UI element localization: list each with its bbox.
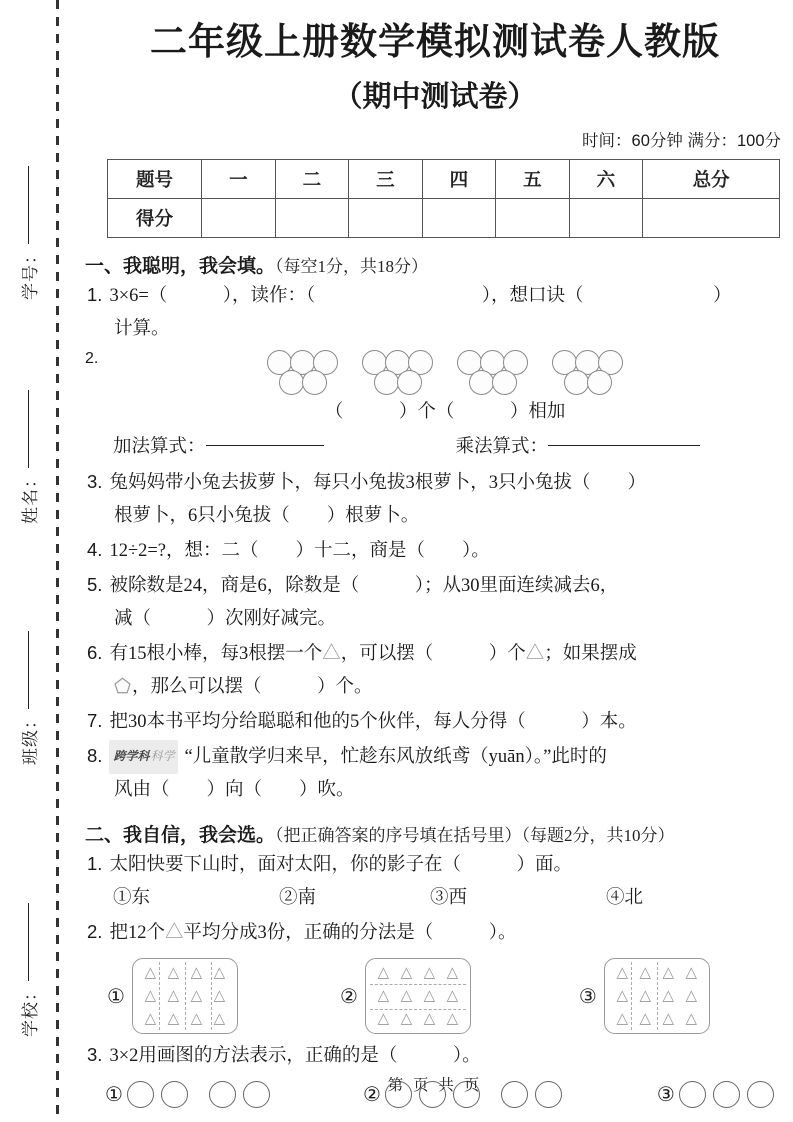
question-number: 3. [87, 1044, 103, 1066]
seal-dashed-line [56, 0, 59, 1122]
score-header-cell: 二 [275, 160, 349, 199]
s1-question-8 [87, 739, 785, 774]
triangle-icon: △ [685, 987, 698, 1004]
s1-question-6-line2 [87, 671, 785, 704]
triangle-icon: △ [423, 965, 436, 982]
addition-formula-blank [206, 431, 324, 446]
s1-question-7 [87, 704, 785, 739]
triangle-icon: △ [446, 987, 459, 1004]
question-number: 2. [85, 350, 99, 368]
question-text: 被除数是24，商是6，除数是（ ）；从30里面连续减去6， [109, 576, 619, 597]
triangle-icon: △ [190, 987, 203, 1004]
s1-question-6 [87, 636, 785, 671]
triangle-icon: △ [662, 965, 675, 982]
time-score-info: 时间：60分钟 满分：100分 [582, 132, 781, 151]
triangle-icon: △ [639, 965, 652, 982]
triangle-icon: △ [685, 1010, 698, 1027]
score-empty-cell [349, 199, 423, 238]
section1-heading [85, 251, 785, 278]
triangle-icon: △ [167, 987, 180, 1004]
multiplication-formula-blank [548, 431, 700, 446]
page-subtitle: （期中测试卷） [333, 81, 537, 114]
triangle-box-option-2 [365, 958, 471, 1034]
score-table-score-row [108, 199, 780, 238]
sidebar-field-student-number [15, 148, 41, 318]
score-empty-cell [202, 199, 276, 238]
multiplication-formula-label: 乘法算式： [455, 437, 549, 458]
circle-icon [397, 370, 422, 395]
triangle-icon: △ [685, 965, 698, 982]
score-empty-cell [422, 199, 496, 238]
score-table-header-row [108, 160, 780, 199]
question-text: 根萝卜，6只小兔拔（ ）根萝卜。 [114, 506, 420, 527]
option-label: ① [105, 1084, 123, 1107]
circle-icon [587, 370, 612, 395]
question-2-body [105, 350, 785, 427]
section2-heading [85, 820, 785, 847]
triangle-icon: △ [446, 1010, 459, 1027]
score-header-cell: 题号 [108, 160, 202, 199]
s1-question-5-line2 [87, 603, 785, 636]
triangle-icon: △ [423, 987, 436, 1004]
s2-question-3 [87, 1038, 785, 1073]
question-text: 减（ ）次刚好减完。 [114, 609, 337, 630]
page-title: 二年级上册数学模拟测试卷人教版 [150, 21, 720, 62]
name-label: 姓名： [20, 470, 40, 524]
s2-question-2-options [85, 958, 785, 1034]
s2-question-2 [87, 915, 785, 950]
circle-groups-caption: （ ）个（ ）相加 [324, 402, 566, 423]
triangle-icon: △ [400, 1010, 413, 1027]
dashed-divider [370, 984, 466, 985]
triangle-icon: △ [616, 1010, 629, 1027]
question-number: 2. [87, 921, 103, 943]
pentagon-icon [114, 677, 131, 694]
triangle-icon: △ [525, 644, 545, 665]
option-2-label: ② [339, 985, 358, 1008]
circle-icon [374, 370, 399, 395]
s2-question-1-options [85, 882, 785, 915]
question-number: 3. [87, 471, 103, 493]
triangle-icon: △ [167, 965, 180, 982]
question-number: 7. [87, 710, 103, 732]
question-text: 把30本书平均分给聪聪和他的5个伙伴，每人分得（ ）本。 [109, 712, 637, 733]
circle-icon [492, 370, 517, 395]
score-table [107, 159, 780, 238]
triangle-box-option-3 [604, 958, 710, 1034]
circle-group [363, 350, 432, 395]
question-text: 把12个 [109, 923, 165, 944]
school-label: 学校： [20, 983, 40, 1037]
badge-main-text: 跨学科 [113, 749, 150, 764]
section1-title: 一、我聪明，我会填。 [85, 256, 276, 278]
question-number: 5. [87, 574, 103, 596]
question-text: ，那么可以摆（ ）个。 [132, 677, 373, 698]
dashed-divider [631, 962, 632, 1030]
triangle-icon: △ [400, 987, 413, 1004]
question-text: 兔妈妈带小兔去拔萝卜，每只小兔拔3根萝卜，3只小兔拔（ ） [109, 473, 646, 494]
triangle-icon: △ [190, 1010, 203, 1027]
section1-note: （每空1分，共18分） [275, 257, 429, 277]
option-label: ② [362, 1084, 381, 1107]
score-header-cell: 六 [569, 160, 643, 199]
score-header-cell: 四 [422, 160, 496, 199]
circle-groups-figure [105, 350, 785, 395]
choice-option-north: ④北 [606, 888, 644, 909]
question-number: 8. [87, 745, 103, 767]
sidebar-field-class [15, 613, 41, 783]
s2-question-1 [87, 847, 785, 882]
section2-title: 二、我自信，我会选。 [85, 825, 276, 847]
student-number-blank [28, 166, 29, 244]
score-header-cell: 五 [496, 160, 570, 199]
dashed-divider [211, 962, 212, 1030]
circle-group [268, 350, 337, 395]
score-label-cell: 得分 [108, 199, 202, 238]
question-number: 4. [87, 539, 103, 561]
cross-discipline-badge [109, 740, 178, 774]
triangle-icon: △ [662, 987, 675, 1004]
score-header-cell: 三 [349, 160, 423, 199]
paper-main [85, 0, 785, 1108]
triangle-icon: △ [639, 987, 652, 1004]
question-number: 1. [87, 853, 103, 875]
score-header-cell: 总分 [643, 160, 780, 199]
triangle-icon: △ [662, 1010, 675, 1027]
dashed-divider [159, 962, 160, 1030]
circle-icon [279, 370, 304, 395]
score-empty-cell [643, 199, 780, 238]
option-3-label: ③ [578, 985, 597, 1008]
triangle-icon: △ [213, 965, 226, 982]
school-blank [28, 903, 29, 981]
question-text: 有15根小棒，每3根摆一个 [109, 644, 323, 665]
option-label: ③ [656, 1084, 675, 1107]
class-label: 班级： [20, 711, 40, 765]
circle-icon [564, 370, 589, 395]
s1-question-3-line2 [87, 500, 785, 533]
s1-question-4 [87, 533, 785, 568]
question-number: 1. [87, 284, 103, 306]
question-text: “儿童散学归来早，忙趁东风放纸鸢（yuān）。”此时的 [184, 747, 607, 768]
s1-question-5 [87, 568, 785, 603]
question-text: ，可以摆（ ）个 [340, 644, 526, 665]
question-text: 3×6=（ ），读作：（ ），想口诀（ ） [109, 286, 732, 307]
score-empty-cell [275, 199, 349, 238]
question-number: 6. [87, 642, 103, 664]
question-text: 平均分成3份，正确的分法是（ ）。 [183, 923, 517, 944]
score-empty-cell [569, 199, 643, 238]
triangle-box-option-1 [132, 958, 238, 1034]
triangle-icon: △ [164, 923, 184, 944]
triangle-icon: △ [144, 987, 157, 1004]
triangle-icon: △ [446, 965, 459, 982]
dashed-divider [370, 1009, 466, 1010]
student-number-label: 学号： [20, 246, 40, 300]
section2-note: （把正确答案的序号填在括号里）（每题2分，共10分） [275, 826, 675, 846]
circle-group [553, 350, 622, 395]
triangle-icon: △ [400, 965, 413, 982]
triangle-icon: △ [377, 987, 390, 1004]
s1-question-1-line2 [87, 313, 785, 346]
score-empty-cell [496, 199, 570, 238]
triangle-icon: △ [144, 965, 157, 982]
circle-icon [469, 370, 494, 395]
addition-formula-label: 加法算式： [113, 437, 206, 458]
circle-group [458, 350, 527, 395]
question-text: 3×2用画图的方法表示，正确的是（ ）。 [109, 1046, 481, 1067]
triangle-icon: △ [190, 965, 203, 982]
choice-option-west: ③西 [430, 888, 468, 909]
sidebar-field-school [15, 885, 41, 1055]
question-text: 太阳快要下山时，面对太阳，你的影子在（ ）面。 [109, 855, 572, 876]
s1-question-2 [85, 350, 785, 427]
badge-sub-text: 科学 [150, 749, 175, 764]
s1-question-2-formulas [113, 431, 785, 463]
s1-question-8-line2 [87, 774, 785, 807]
question-text: 计算。 [114, 319, 170, 340]
circle-icon [302, 370, 327, 395]
page-footer: 第 页 共 页 [387, 1077, 483, 1095]
dashed-divider [185, 962, 186, 1030]
question-text: 12÷2=?，想：二（ ）十二，商是（ ）。 [109, 541, 490, 562]
triangle-icon: △ [616, 987, 629, 1004]
question-text: 风由（ ）向（ ）吹。 [114, 780, 355, 801]
score-header-cell: 一 [202, 160, 276, 199]
choice-option-south: ②南 [279, 888, 317, 909]
name-blank [28, 390, 29, 468]
question-text: ；如果摆成 [544, 644, 637, 665]
triangle-icon: △ [377, 1010, 390, 1027]
triangle-icon: △ [144, 1010, 157, 1027]
s1-question-1 [87, 278, 785, 313]
triangle-icon: △ [167, 1010, 180, 1027]
option-1-label: ① [107, 985, 125, 1008]
triangle-icon: △ [423, 1010, 436, 1027]
triangle-icon: △ [213, 1010, 226, 1027]
class-blank [28, 631, 29, 709]
dashed-divider [657, 962, 658, 1030]
s1-question-3 [87, 465, 785, 500]
triangle-icon: △ [377, 965, 390, 982]
choice-option-east: ①东 [113, 888, 151, 909]
triangle-icon: △ [322, 644, 341, 665]
triangle-icon: △ [213, 987, 226, 1004]
sidebar-field-name [15, 372, 41, 542]
triangle-icon: △ [616, 965, 629, 982]
triangle-icon: △ [639, 1010, 652, 1027]
